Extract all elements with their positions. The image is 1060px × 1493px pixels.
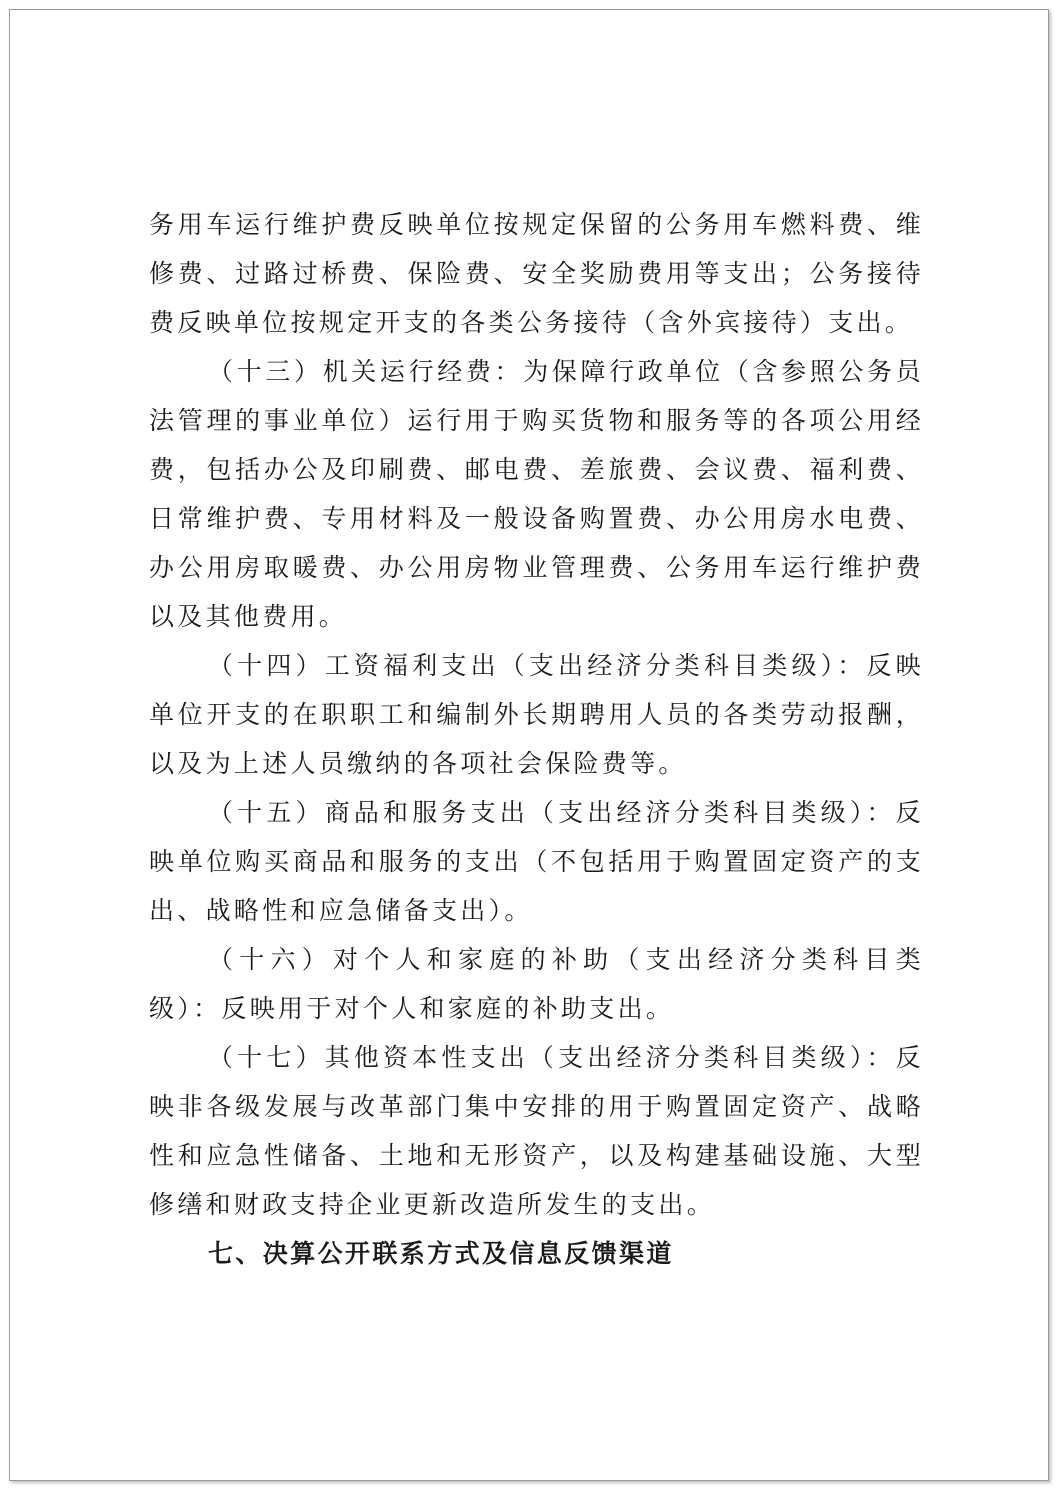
section-heading-contact: 七、决算公开联系方式及信息反馈渠道 — [208, 1239, 674, 1268]
paragraph-14-salary-welfare: （十四）工资福利支出（支出经济分类科目类级）：反映单位开支的在职职工和编制外长期聘用人员的各类劳动报酬，以及为上述人员缴纳的各项社会保险费等。 — [149, 651, 924, 778]
paragraph-16-household-subsidy: （十六）对个人和家庭的补助（支出经济分类科目类级）：反映用于对个人和家庭的补助支出。 — [149, 945, 924, 1023]
page-content — [149, 200, 924, 1278]
paragraph-vehicle-and-reception: 务用车运行维护费反映单位按规定保留的公务用车燃料费、维修费、过路过桥费、保险费、安全奖励费用等支出；公务接待费反映单位按规定开支的各类公务接待（含外宾接待）支出。 — [149, 210, 924, 337]
paragraph-13-operating-expenses: （十三）机关运行经费：为保障行政单位（含参照公务员法管理的事业单位）运行用于购买货物和服务等的各项公用经费，包括办公及印刷费、邮电费、差旅费、会议费、福利费、日常维护费、专用材料及一般设备购置费、办公用房水电费、办公用房取暖费、办公用房物业管理费、公务用车运行维护费以及其他费用。 — [149, 357, 924, 631]
paragraph-15-goods-services: （十五）商品和服务支出（支出经济分类科目类级）：反映单位购买商品和服务的支出（不包括用于购置固定资产的支出、战略性和应急储备支出）。 — [149, 798, 924, 925]
paragraph-17-other-capital: （十七）其他资本性支出（支出经济分类科目类级）：反映非各级发展与改革部门集中安排的用于购置固定资产、战略性和应急性储备、土地和无形资产，以及构建基础设施、大型修缮和财政支持企业更新改造所发生的支出。 — [149, 1043, 924, 1219]
document-page — [9, 9, 1049, 1481]
